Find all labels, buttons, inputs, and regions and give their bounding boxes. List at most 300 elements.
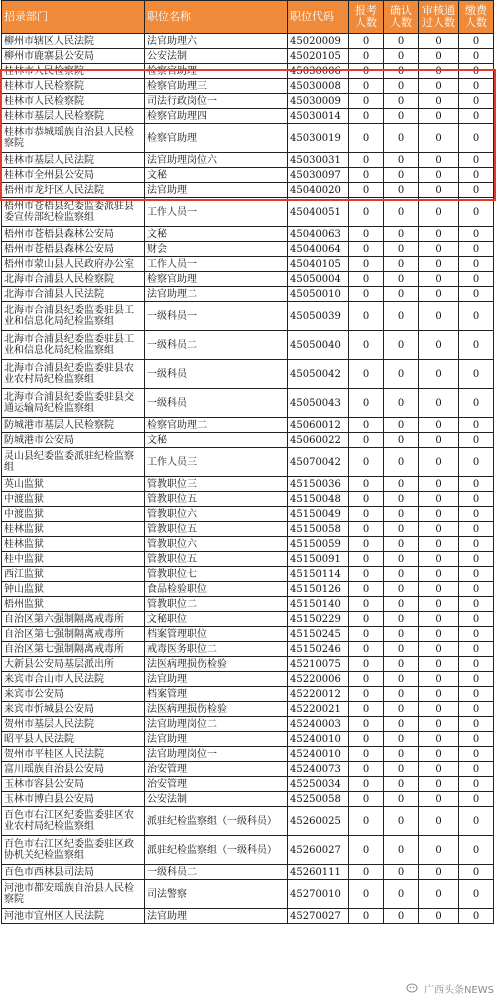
cell-position-name: 检察官助理一 <box>145 64 288 79</box>
cell-paid: 0 <box>459 717 494 732</box>
cell-confirmed: 0 <box>384 582 419 597</box>
cell-applicants: 0 <box>349 477 384 492</box>
cell-position-code: 45150036 <box>288 477 349 492</box>
table-row <box>2 909 494 924</box>
cell-applicants: 0 <box>349 627 384 642</box>
cell-confirmed: 0 <box>384 242 419 257</box>
cell-position-name: 检察官助理 <box>145 124 288 153</box>
cell-position-name: 法医病理损伤检验 <box>145 657 288 672</box>
cell-department: 玉林市容县公安局 <box>2 777 145 792</box>
cell-approved: 0 <box>419 507 459 522</box>
cell-approved: 0 <box>419 552 459 567</box>
cell-approved: 0 <box>419 537 459 552</box>
table-row <box>2 331 494 360</box>
cell-approved: 0 <box>419 34 459 49</box>
cell-approved: 0 <box>419 109 459 124</box>
cell-paid: 0 <box>459 79 494 94</box>
cell-confirmed: 0 <box>384 507 419 522</box>
cell-department: 梧州市苍梧县森林公安局 <box>2 242 145 257</box>
cell-paid: 0 <box>459 257 494 272</box>
cell-paid: 0 <box>459 124 494 153</box>
cell-confirmed: 0 <box>384 657 419 672</box>
cell-approved: 0 <box>419 257 459 272</box>
cell-paid: 0 <box>459 657 494 672</box>
cell-approved: 0 <box>419 389 459 418</box>
cell-approved: 0 <box>419 807 459 836</box>
cell-position-code: 45030097 <box>288 168 349 183</box>
cell-department: 桂林监狱 <box>2 537 145 552</box>
cell-position-code: 45060022 <box>288 433 349 448</box>
table-row <box>2 777 494 792</box>
cell-applicants: 0 <box>349 418 384 433</box>
cell-applicants: 0 <box>349 537 384 552</box>
cell-paid: 0 <box>459 909 494 924</box>
cell-confirmed: 0 <box>384 567 419 582</box>
cell-department: 贺州市平桂区人民法院 <box>2 747 145 762</box>
cell-position-code: 45150245 <box>288 627 349 642</box>
cell-approved: 0 <box>419 865 459 880</box>
cell-confirmed: 0 <box>384 672 419 687</box>
cell-position-name: 管教职位六 <box>145 537 288 552</box>
cell-position-code: 45150229 <box>288 612 349 627</box>
table-row <box>2 732 494 747</box>
cell-department: 桂林市人民检察院 <box>2 79 145 94</box>
cell-position-code: 45050010 <box>288 287 349 302</box>
cell-position-name: 检察官助理二 <box>145 418 288 433</box>
cell-applicants: 0 <box>349 257 384 272</box>
cell-position-name: 检察官助理四 <box>145 109 288 124</box>
cell-position-code: 45030008 <box>288 79 349 94</box>
cell-position-name: 工作人员一 <box>145 198 288 227</box>
cell-applicants: 0 <box>349 34 384 49</box>
cell-department: 防城港市基层人民检察院 <box>2 418 145 433</box>
cell-applicants: 0 <box>349 777 384 792</box>
cell-applicants: 0 <box>349 124 384 153</box>
cell-department: 来宾市合山市人民法院 <box>2 672 145 687</box>
watermark-text: 广西头条NEWS <box>423 985 494 996</box>
cell-department: 钟山监狱 <box>2 582 145 597</box>
cell-approved: 0 <box>419 732 459 747</box>
cell-confirmed: 0 <box>384 597 419 612</box>
cell-position-name: 法官助理二 <box>145 287 288 302</box>
cell-applicants: 0 <box>349 360 384 389</box>
cell-paid: 0 <box>459 807 494 836</box>
cell-confirmed: 0 <box>384 836 419 865</box>
cell-position-code: 45240010 <box>288 747 349 762</box>
cell-position-name: 管教职位五 <box>145 552 288 567</box>
cell-applicants: 0 <box>349 836 384 865</box>
cell-approved: 0 <box>419 49 459 64</box>
cell-paid: 0 <box>459 272 494 287</box>
cell-applicants: 0 <box>349 302 384 331</box>
cell-approved: 0 <box>419 880 459 909</box>
cell-approved: 0 <box>419 433 459 448</box>
table-row <box>2 507 494 522</box>
cell-approved: 0 <box>419 287 459 302</box>
table-row <box>2 34 494 49</box>
cell-department: 柳州市鹿寨县公安局 <box>2 49 145 64</box>
cell-position-name: 文秘 <box>145 168 288 183</box>
header-paid: 缴费人数 <box>459 1 494 34</box>
cell-confirmed: 0 <box>384 762 419 777</box>
cell-confirmed: 0 <box>384 287 419 302</box>
cell-applicants: 0 <box>349 433 384 448</box>
table-row <box>2 477 494 492</box>
cell-position-code: 45030031 <box>288 153 349 168</box>
cell-confirmed: 0 <box>384 492 419 507</box>
table-row <box>2 687 494 702</box>
cell-applicants: 0 <box>349 507 384 522</box>
cell-applicants: 0 <box>349 762 384 777</box>
table-row <box>2 109 494 124</box>
cell-approved: 0 <box>419 597 459 612</box>
cell-confirmed: 0 <box>384 109 419 124</box>
recruitment-table <box>1 0 494 924</box>
cell-paid: 0 <box>459 242 494 257</box>
cell-confirmed: 0 <box>384 612 419 627</box>
cell-position-code: 45150059 <box>288 537 349 552</box>
cell-applicants: 0 <box>349 865 384 880</box>
table-body <box>2 34 494 924</box>
cell-confirmed: 0 <box>384 257 419 272</box>
cell-position-name: 管教职位六 <box>145 507 288 522</box>
cell-confirmed: 0 <box>384 389 419 418</box>
table-row <box>2 612 494 627</box>
cell-department: 富川瑶族自治县公安局 <box>2 762 145 777</box>
cell-confirmed: 0 <box>384 34 419 49</box>
cell-position-name: 检察官助理 <box>145 272 288 287</box>
cell-applicants: 0 <box>349 552 384 567</box>
table-row <box>2 552 494 567</box>
cell-department: 桂林市基层人民检察院 <box>2 109 145 124</box>
cell-applicants: 0 <box>349 492 384 507</box>
cell-paid: 0 <box>459 792 494 807</box>
header-position-name: 职位名称 <box>145 1 288 34</box>
cell-paid: 0 <box>459 477 494 492</box>
cell-paid: 0 <box>459 597 494 612</box>
cell-department: 河池市都安瑶族自治县人民检察院 <box>2 880 145 909</box>
cell-position-name: 一级科员 <box>145 389 288 418</box>
cell-position-code: 45150049 <box>288 507 349 522</box>
cell-department: 梧州市苍梧县森林公安局 <box>2 227 145 242</box>
cell-approved: 0 <box>419 702 459 717</box>
cell-position-code: 45240003 <box>288 717 349 732</box>
cell-department: 桂中监狱 <box>2 552 145 567</box>
cell-approved: 0 <box>419 582 459 597</box>
cell-paid: 0 <box>459 198 494 227</box>
cell-position-code: 45250034 <box>288 777 349 792</box>
cell-applicants: 0 <box>349 242 384 257</box>
header-applicants: 报考人数 <box>349 1 384 34</box>
cell-paid: 0 <box>459 762 494 777</box>
cell-position-name: 法官助理六 <box>145 34 288 49</box>
cell-position-code: 45060012 <box>288 418 349 433</box>
cell-department: 灵山县纪委监委派驻纪检监察组 <box>2 448 145 477</box>
cell-paid: 0 <box>459 183 494 198</box>
table-row <box>2 153 494 168</box>
cell-confirmed: 0 <box>384 168 419 183</box>
cell-position-name: 管教职位七 <box>145 567 288 582</box>
cell-department: 柳州市辖区人民法院 <box>2 34 145 49</box>
table-row <box>2 717 494 732</box>
cell-confirmed: 0 <box>384 522 419 537</box>
cell-position-name: 工作人员三 <box>145 448 288 477</box>
cell-position-name: 文秘 <box>145 433 288 448</box>
cell-position-name: 文秘职位 <box>145 612 288 627</box>
header-approved: 审核通过人数 <box>419 1 459 34</box>
cell-paid: 0 <box>459 687 494 702</box>
cell-paid: 0 <box>459 418 494 433</box>
cell-confirmed: 0 <box>384 792 419 807</box>
cell-paid: 0 <box>459 492 494 507</box>
cell-applicants: 0 <box>349 597 384 612</box>
cell-position-name: 检察官助理三 <box>145 79 288 94</box>
cell-applicants: 0 <box>349 717 384 732</box>
cell-position-name: 法医病理损伤检验 <box>145 702 288 717</box>
cell-department: 西江监狱 <box>2 567 145 582</box>
cell-approved: 0 <box>419 418 459 433</box>
cell-department: 桂林市人民检察院 <box>2 94 145 109</box>
cell-department: 梧州市龙圩区人民法院 <box>2 183 145 198</box>
cell-approved: 0 <box>419 672 459 687</box>
cell-approved: 0 <box>419 687 459 702</box>
cell-approved: 0 <box>419 331 459 360</box>
cell-paid: 0 <box>459 287 494 302</box>
cell-applicants: 0 <box>349 792 384 807</box>
cell-applicants: 0 <box>349 582 384 597</box>
cell-applicants: 0 <box>349 522 384 537</box>
cell-confirmed: 0 <box>384 642 419 657</box>
cell-department: 桂林市人民检察院 <box>2 64 145 79</box>
cell-applicants: 0 <box>349 153 384 168</box>
cell-position-name: 一级科员一 <box>145 302 288 331</box>
cell-paid: 0 <box>459 836 494 865</box>
table-row <box>2 198 494 227</box>
cell-confirmed: 0 <box>384 94 419 109</box>
cell-paid: 0 <box>459 507 494 522</box>
cell-approved: 0 <box>419 477 459 492</box>
cell-position-name: 食品检验职位 <box>145 582 288 597</box>
cell-applicants: 0 <box>349 612 384 627</box>
cell-applicants: 0 <box>349 807 384 836</box>
cell-confirmed: 0 <box>384 702 419 717</box>
table-row <box>2 287 494 302</box>
cell-applicants: 0 <box>349 657 384 672</box>
cell-position-name: 工作人员一 <box>145 257 288 272</box>
cell-paid: 0 <box>459 34 494 49</box>
cell-confirmed: 0 <box>384 747 419 762</box>
cell-applicants: 0 <box>349 168 384 183</box>
cell-department: 北海市合浦县纪委监委驻县工业和信息化局纪检监察组 <box>2 302 145 331</box>
cell-paid: 0 <box>459 433 494 448</box>
cell-paid: 0 <box>459 94 494 109</box>
table-row <box>2 880 494 909</box>
cell-paid: 0 <box>459 522 494 537</box>
cell-approved: 0 <box>419 94 459 109</box>
cell-department: 自治区第七强制隔离戒毒所 <box>2 642 145 657</box>
table-row <box>2 242 494 257</box>
cell-position-code: 45020009 <box>288 34 349 49</box>
table-row <box>2 522 494 537</box>
cell-approved: 0 <box>419 79 459 94</box>
cell-position-code: 45040020 <box>288 183 349 198</box>
cell-department: 百色市西林县司法局 <box>2 865 145 880</box>
cell-confirmed: 0 <box>384 360 419 389</box>
cell-approved: 0 <box>419 227 459 242</box>
cell-confirmed: 0 <box>384 909 419 924</box>
cell-confirmed: 0 <box>384 153 419 168</box>
cell-confirmed: 0 <box>384 865 419 880</box>
cell-department: 百色市右江区纪委监委驻区政协机关纪检监察组 <box>2 836 145 865</box>
cell-position-code: 45150058 <box>288 522 349 537</box>
cell-position-name: 治安管理 <box>145 762 288 777</box>
cell-applicants: 0 <box>349 448 384 477</box>
wechat-icon <box>406 982 420 996</box>
table-row <box>2 702 494 717</box>
cell-position-code: 45150091 <box>288 552 349 567</box>
table-row <box>2 272 494 287</box>
cell-department: 自治区第六强制隔离戒毒所 <box>2 612 145 627</box>
cell-applicants: 0 <box>349 109 384 124</box>
cell-position-name: 治安管理 <box>145 777 288 792</box>
cell-position-code: 45040064 <box>288 242 349 257</box>
cell-approved: 0 <box>419 567 459 582</box>
cell-approved: 0 <box>419 64 459 79</box>
cell-position-code: 45030009 <box>288 94 349 109</box>
cell-position-name: 管教职位三 <box>145 477 288 492</box>
cell-position-name: 公安法制 <box>145 792 288 807</box>
cell-department: 大新县公安局基层派出所 <box>2 657 145 672</box>
cell-confirmed: 0 <box>384 732 419 747</box>
cell-department: 中渡监狱 <box>2 492 145 507</box>
cell-approved: 0 <box>419 762 459 777</box>
cell-paid: 0 <box>459 448 494 477</box>
cell-confirmed: 0 <box>384 433 419 448</box>
cell-paid: 0 <box>459 747 494 762</box>
cell-applicants: 0 <box>349 49 384 64</box>
cell-paid: 0 <box>459 702 494 717</box>
cell-applicants: 0 <box>349 183 384 198</box>
cell-approved: 0 <box>419 302 459 331</box>
cell-approved: 0 <box>419 627 459 642</box>
cell-department: 北海市合浦县纪委监委驻县农业农村局纪检监察组 <box>2 360 145 389</box>
cell-applicants: 0 <box>349 880 384 909</box>
table-row <box>2 124 494 153</box>
cell-paid: 0 <box>459 49 494 64</box>
cell-paid: 0 <box>459 880 494 909</box>
cell-position-name: 法官助理岗位一 <box>145 747 288 762</box>
cell-confirmed: 0 <box>384 717 419 732</box>
cell-position-code: 45270027 <box>288 909 349 924</box>
cell-position-code: 45150114 <box>288 567 349 582</box>
cell-paid: 0 <box>459 552 494 567</box>
cell-position-name: 法官助理岗位六 <box>145 153 288 168</box>
cell-approved: 0 <box>419 124 459 153</box>
cell-position-name: 法官助理 <box>145 672 288 687</box>
cell-confirmed: 0 <box>384 552 419 567</box>
table-row <box>2 762 494 777</box>
cell-position-name: 公安法制 <box>145 49 288 64</box>
cell-approved: 0 <box>419 792 459 807</box>
cell-position-name: 一级科员二 <box>145 865 288 880</box>
cell-position-name: 一级科员 <box>145 360 288 389</box>
cell-position-name: 一级科员二 <box>145 331 288 360</box>
cell-confirmed: 0 <box>384 227 419 242</box>
cell-paid: 0 <box>459 168 494 183</box>
cell-department: 英山监狱 <box>2 477 145 492</box>
cell-position-code: 45260027 <box>288 836 349 865</box>
cell-approved: 0 <box>419 168 459 183</box>
cell-confirmed: 0 <box>384 418 419 433</box>
cell-confirmed: 0 <box>384 687 419 702</box>
cell-applicants: 0 <box>349 389 384 418</box>
table-row <box>2 49 494 64</box>
cell-position-code: 45020105 <box>288 49 349 64</box>
cell-approved: 0 <box>419 612 459 627</box>
cell-position-code: 45030014 <box>288 109 349 124</box>
table-row <box>2 627 494 642</box>
header-row <box>2 1 494 34</box>
cell-position-code: 45040051 <box>288 198 349 227</box>
cell-position-name: 派驻纪检监察组（一级科员） <box>145 836 288 865</box>
cell-paid: 0 <box>459 865 494 880</box>
cell-applicants: 0 <box>349 198 384 227</box>
table-row <box>2 865 494 880</box>
cell-confirmed: 0 <box>384 448 419 477</box>
cell-paid: 0 <box>459 777 494 792</box>
cell-department: 梧州监狱 <box>2 597 145 612</box>
cell-confirmed: 0 <box>384 49 419 64</box>
cell-approved: 0 <box>419 272 459 287</box>
cell-position-code: 45250058 <box>288 792 349 807</box>
cell-approved: 0 <box>419 657 459 672</box>
cell-approved: 0 <box>419 777 459 792</box>
cell-department: 梧州市苍梧县纪委监委派驻县委宣传部纪检监察组 <box>2 198 145 227</box>
cell-position-code: 45050042 <box>288 360 349 389</box>
cell-confirmed: 0 <box>384 477 419 492</box>
cell-position-code: 45150140 <box>288 597 349 612</box>
table-row <box>2 183 494 198</box>
cell-approved: 0 <box>419 242 459 257</box>
cell-position-code: 45030006 <box>288 64 349 79</box>
cell-department: 北海市合浦县纪委监委驻县交通运输局纪检监察组 <box>2 389 145 418</box>
cell-applicants: 0 <box>349 272 384 287</box>
cell-department: 来宾市公安局 <box>2 687 145 702</box>
table-row <box>2 227 494 242</box>
cell-paid: 0 <box>459 612 494 627</box>
cell-approved: 0 <box>419 522 459 537</box>
table-row <box>2 389 494 418</box>
cell-position-code: 45260111 <box>288 865 349 880</box>
cell-paid: 0 <box>459 732 494 747</box>
table-row <box>2 79 494 94</box>
cell-position-name: 管教职位五 <box>145 492 288 507</box>
table-row <box>2 672 494 687</box>
cell-department: 桂林市恭城瑶族自治县人民检察院 <box>2 124 145 153</box>
cell-position-code: 45050040 <box>288 331 349 360</box>
cell-confirmed: 0 <box>384 183 419 198</box>
table-row <box>2 792 494 807</box>
cell-confirmed: 0 <box>384 880 419 909</box>
cell-position-name: 司法行政岗位一 <box>145 94 288 109</box>
table-row <box>2 597 494 612</box>
cell-confirmed: 0 <box>384 302 419 331</box>
cell-department: 贺州市基层人民法院 <box>2 717 145 732</box>
cell-position-code: 45070042 <box>288 448 349 477</box>
cell-approved: 0 <box>419 836 459 865</box>
cell-applicants: 0 <box>349 909 384 924</box>
table-row <box>2 836 494 865</box>
